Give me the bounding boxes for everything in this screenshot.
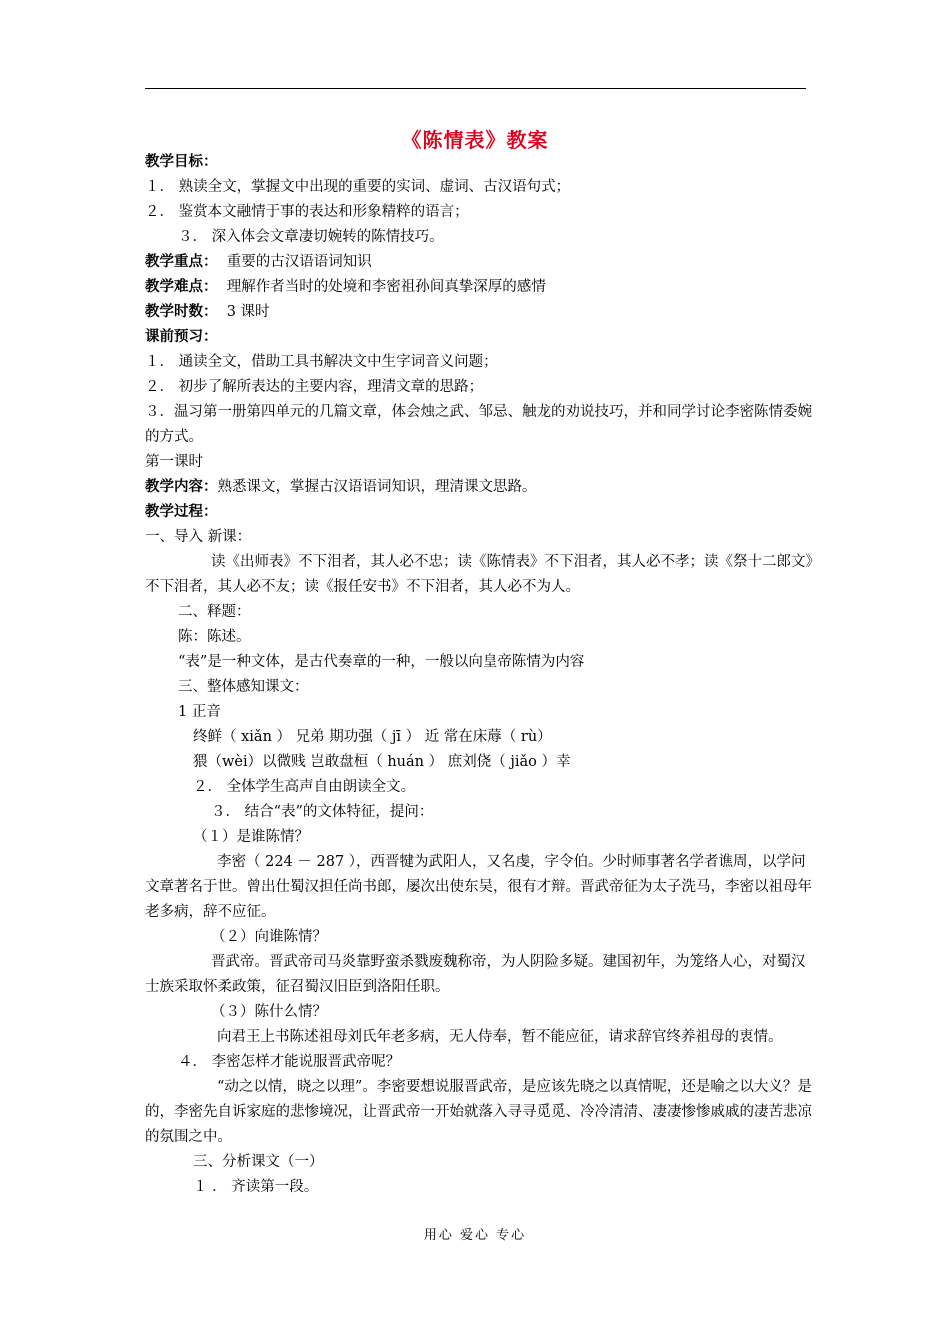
question-item: （１）是谁陈情？ <box>193 829 309 845</box>
pron-heading: 1 正音 <box>178 704 221 720</box>
goals-heading: 教学目标： <box>145 154 218 170</box>
difficulty-label: 教学难点： <box>145 279 218 295</box>
analysis-heading: 三、分析课文（一） <box>193 1154 324 1170</box>
overview-heading: 三、整体感知课文： <box>178 679 309 695</box>
preview-item: １． 通读全文，借助工具书解决文中生字词音义问题； <box>145 354 498 370</box>
answer-paragraph: 李密（ 224 － 287 ），西晋犍为武阳人，又名虔，字令伯。少时师事著名学者谯周，以学问文章著名于世。曾出仕蜀汉担任尚书郎，屡次出使东吴，很有才辩。晋武帝征为太子洗马，李密以祖母年老多病，辞不应征。 <box>145 854 812 920</box>
content-label: 教学内容： <box>145 479 218 495</box>
intro-heading: 一、导入 新课： <box>145 529 252 545</box>
process-heading: 教学过程： <box>145 504 218 520</box>
header-rule <box>145 88 806 89</box>
preview-item: ２． 初步了解所表达的主要内容，理清文章的思路； <box>145 379 484 395</box>
title-explain-line: “表”是一种文体，是古代奏章的一种，一般以向皇帝陈情为内容 <box>178 654 585 670</box>
lesson-label: 第一课时 <box>145 454 203 470</box>
goal-item: ２． 鉴赏本文融情于事的表达和形象精粹的语言； <box>145 204 469 220</box>
hours-label: 教学时数： <box>145 304 218 320</box>
answer-paragraph: 向君王上书陈述祖母刘氏年老多病，无人侍奉，暂不能应征，请求辞官终养祖母的衷情。 <box>217 1029 783 1045</box>
difficulty-text: 理解作者当时的处境和李密祖孙间真挚深厚的感情 <box>226 279 546 295</box>
page-footer: 用心 爱心 专心 <box>423 1228 527 1243</box>
title-explain-heading: 二、释题： <box>178 604 251 620</box>
answer-paragraph: 晋武帝。晋武帝司马炎靠野蛮杀戮废魏称帝，为人阴险多疑。建国初年，为笼络人心，对蜀汉士族采取怀柔政策，征召蜀汉旧臣到洛阳任职。 <box>145 954 806 995</box>
content-row <box>145 475 813 500</box>
content-text: 熟悉课文，掌握古汉语语词知识，理清课文思路。 <box>217 479 537 495</box>
key-point-row <box>145 250 813 275</box>
question-item: （２）向谁陈情？ <box>211 929 327 945</box>
step-item: ４． 李密怎样才能说服晋武帝呢？ <box>178 1054 401 1070</box>
difficulty-row <box>145 275 813 300</box>
key-text: 重要的古汉语语词知识 <box>226 254 372 270</box>
document-body <box>145 150 813 1200</box>
analysis-item: １ ． 齐读第一段。 <box>193 1179 319 1195</box>
preview-heading: 课前预习： <box>145 329 218 345</box>
preview-item: ３．温习第一册第四单元的几篇文章，体会烛之武、邹忌、触龙的劝说技巧，并和同学讨论李密陈情委婉的方式。 <box>145 404 812 445</box>
step-item: ２． 全体学生高声自由朗读全文。 <box>193 779 416 795</box>
hours-text: 3 课时 <box>226 304 270 320</box>
title-explain-line: 陈：陈述。 <box>178 629 251 645</box>
answer-paragraph: “动之以情，晓之以理”。李密要想说服晋武帝，是应该先晓之以真情呢，还是喻之以大义？是的，李密先自诉家庭的悲惨境况，让晋武帝一开始就落入寻寻觅觅、冷冷清清、凄凄惨惨戚戚的凄苦悲凉的氛围之中。 <box>145 1079 812 1145</box>
goal-item: ３． 深入体会文章凄切婉转的陈情技巧。 <box>178 229 444 245</box>
goal-item: １． 熟读全文，掌握文中出现的重要的实词、虚词、古汉语句式； <box>145 179 571 195</box>
document-title: 《陈情表》教案 <box>401 128 549 152</box>
pron-line: 终鲜（ xiǎn ） 兄弟 期功强（ jī ） 近 常在床蓐（ rù） <box>193 729 552 745</box>
hours-row <box>145 300 813 325</box>
key-label: 教学重点： <box>145 254 218 270</box>
question-item: （３）陈什么情？ <box>211 1004 327 1020</box>
step-item: ３． 结合“表”的文体特征，提问： <box>211 804 434 820</box>
intro-paragraph: 读《出师表》不下泪者，其人必不忠；读《陈情表》不下泪者，其人必不孝；读《祭十二郎文》不下泪者，其人必不友；读《报任安书》不下泪者，其人必不为人。 <box>145 554 813 595</box>
pron-line: 猥（wèi）以微贱 岂敢盘桓（ huán ） 庶刘侥（ jiǎo ）幸 <box>193 754 571 770</box>
